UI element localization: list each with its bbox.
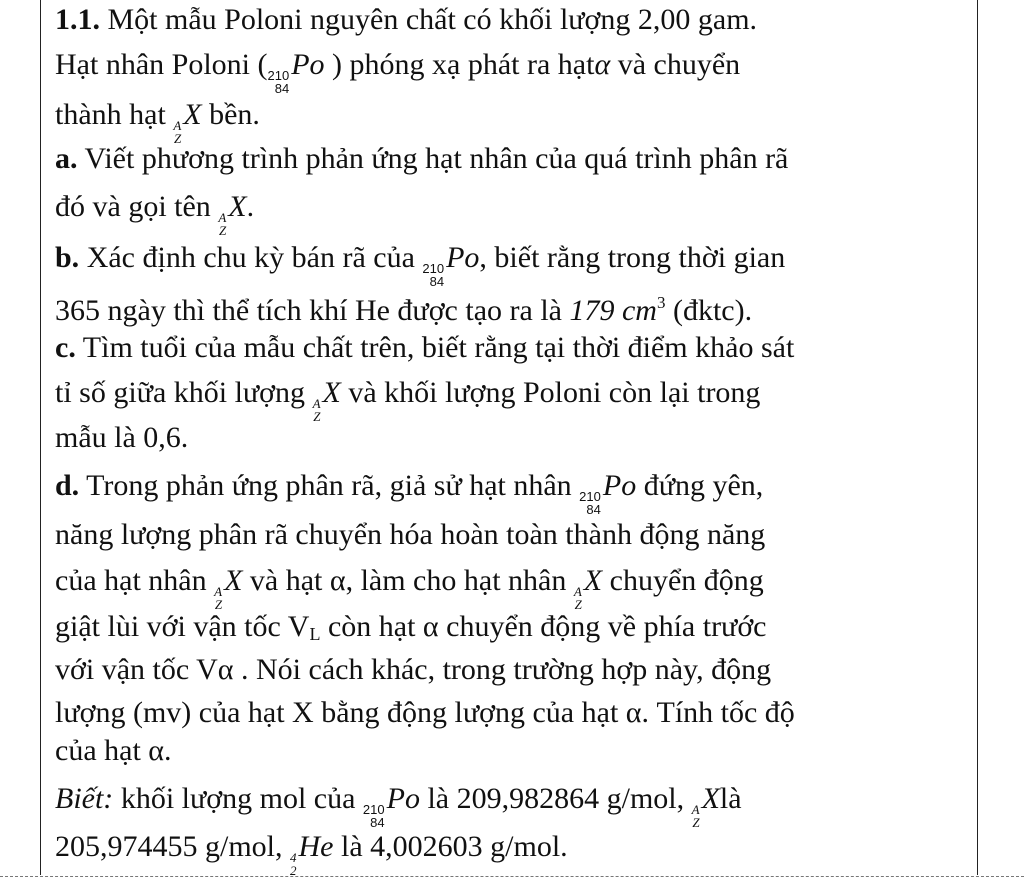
- part-c-line-3: [55, 421, 188, 455]
- part-d-text-2: năng lượng phân rã chuyển hóa hoàn toàn thành động năng: [55, 518, 766, 551]
- po-nuclide: [422, 241, 479, 288]
- x-symbol: X: [583, 564, 603, 597]
- x-nuclide: [574, 564, 602, 611]
- po-symbol: Po: [386, 782, 420, 815]
- given-text-1b: là 209,982864 g/mol,: [427, 782, 685, 815]
- po-atomic-number: 84: [586, 502, 601, 517]
- part-b-text-1a: Xác định chu kỳ bán rã của: [86, 241, 415, 274]
- he-nuclide: [290, 830, 333, 877]
- x-nuclide: [173, 98, 201, 145]
- po-atomic-number: 84: [429, 274, 445, 289]
- po-nuclide: [579, 469, 636, 516]
- part-d-line-6: [55, 696, 795, 730]
- part-d-text-1a: Trong phản ứng phân rã, giả sử hạt nhân: [86, 469, 572, 502]
- part-c-line-2: [55, 376, 760, 423]
- po-mass-number: 210: [579, 489, 601, 504]
- velocity-subscript: L: [309, 624, 321, 644]
- part-d-text-3b: và hạt α, làm cho hạt nhân: [249, 564, 567, 597]
- part-d-line-5: [55, 653, 771, 687]
- part-d-text-5: với vận tốc Vα . Nói cách khác, trong trường hợp này, động: [55, 653, 772, 686]
- x-mass-number: A: [173, 118, 182, 133]
- given-line-2: [55, 830, 568, 877]
- part-c-text-1: Tìm tuổi của mẫu chất trên, biết rằng tại thời điểm khảo sát: [82, 331, 795, 364]
- x-nuclide: [692, 782, 720, 829]
- x-mass-number: A: [218, 210, 227, 225]
- x-nuclide: [313, 376, 341, 423]
- part-d-text-4a: giật lùi với vận tốc V: [55, 610, 310, 643]
- part-d-line-1: [55, 469, 763, 516]
- part-d-text-3c: chuyển động: [609, 564, 764, 597]
- part-d-text-7: của hạt α.: [55, 734, 172, 767]
- he-atomic-number: 2: [290, 863, 297, 878]
- x-atomic-number: Z: [574, 597, 582, 612]
- x-atomic-number: Z: [313, 409, 321, 424]
- part-b-text-1b: , biết rằng trong thời gian: [479, 241, 786, 274]
- given-text-1a: khối lượng mol của: [120, 782, 356, 815]
- x-mass-number: A: [691, 802, 700, 817]
- po-atomic-number: 84: [274, 81, 290, 96]
- po-symbol: Po: [291, 48, 325, 81]
- x-nuclide: [214, 564, 242, 611]
- part-a-text-2: đó và gọi tên: [55, 190, 211, 223]
- part-c-text-2a: tỉ số giữa khối lượng: [55, 376, 306, 409]
- problem-line-3: [55, 98, 260, 145]
- part-a-period: .: [246, 190, 255, 223]
- intro-text-3a: thành hạt: [55, 98, 166, 131]
- x-mass-number: A: [573, 584, 582, 599]
- po-mass-number: 210: [422, 261, 445, 276]
- po-nuclide: [363, 782, 420, 829]
- given-text-2b: là 4,002603 g/mol.: [341, 830, 568, 863]
- part-b-line-1: [55, 241, 785, 288]
- x-symbol: X: [228, 190, 247, 223]
- x-mass-number: A: [214, 584, 223, 599]
- x-mass-number: A: [312, 396, 321, 411]
- x-symbol: X: [183, 98, 202, 131]
- given-text-1c: là: [719, 782, 742, 815]
- po-mass-number: 210: [267, 68, 290, 83]
- problem-line-1: [55, 3, 757, 37]
- part-d-line-3: [55, 564, 764, 611]
- given-line-1: [55, 782, 742, 829]
- given-text-2a: 205,974455 g/mol,: [55, 830, 283, 863]
- po-nuclide: [267, 48, 324, 95]
- part-c-text-3: mẫu là 0,6.: [55, 421, 189, 454]
- he-volume-value: 179: [569, 294, 615, 327]
- part-d-label: d.: [55, 469, 80, 502]
- part-c-line-1: [55, 331, 794, 365]
- po-symbol: Po: [446, 241, 480, 274]
- part-b-text-2b: (đktc).: [672, 294, 753, 327]
- part-d-line-4: [55, 610, 767, 651]
- part-b-line-2: [55, 286, 752, 328]
- part-d-text-6: lượng (mv) của hạt X bằng động lượng của hạt α. Tính tốc độ: [55, 696, 795, 729]
- given-label: Biết:: [55, 782, 114, 815]
- volume-unit-exponent: 3: [656, 293, 666, 312]
- x-symbol: X: [701, 782, 720, 815]
- volume-unit: cm: [621, 294, 657, 327]
- x-atomic-number: Z: [214, 597, 223, 612]
- po-mass-number: 210: [362, 802, 385, 817]
- part-b-label: b.: [55, 241, 80, 274]
- he-mass-number: 4: [290, 850, 297, 865]
- problem-line-2: [55, 48, 740, 95]
- part-c-label: c.: [55, 331, 76, 364]
- part-a-line-1: [55, 142, 788, 176]
- part-d-line-2: [55, 518, 765, 552]
- x-atomic-number: Z: [219, 223, 227, 238]
- part-d-text-1b: đứng yên,: [643, 469, 764, 502]
- part-c-text-2b: và khối lượng Poloni còn lại trong: [348, 376, 761, 409]
- part-d-text-3a: của hạt nhân: [55, 564, 207, 597]
- part-b-text-2a: 365 ngày thì thể tích khí He được tạo ra là: [55, 294, 562, 327]
- intro-text-3b: bền.: [209, 98, 260, 131]
- part-d-line-7: [55, 734, 172, 768]
- problem-number: 1.1.: [55, 3, 100, 36]
- x-atomic-number: Z: [692, 815, 700, 830]
- part-a-line-2: [55, 190, 254, 237]
- he-symbol: He: [298, 830, 334, 863]
- alpha-symbol: α: [594, 48, 611, 81]
- intro-text-1: Một mẫu Poloni nguyên chất có khối lượng 2,00 gam.: [107, 3, 758, 36]
- part-d-text-4b: còn hạt α chuyển động về phía trước: [327, 610, 767, 643]
- x-atomic-number: Z: [174, 131, 182, 146]
- intro-text-2c: và chuyển: [617, 48, 741, 81]
- part-a-label: a.: [55, 142, 78, 175]
- x-symbol: X: [224, 564, 243, 597]
- intro-text-2a: Hạt nhân Poloni (: [55, 48, 268, 81]
- part-a-text-1: Viết phương trình phản ứng hạt nhân của quá trình phân rã: [84, 142, 789, 175]
- x-symbol: X: [322, 376, 341, 409]
- x-nuclide: [218, 190, 246, 237]
- po-atomic-number: 84: [370, 815, 385, 830]
- po-symbol: Po: [602, 469, 637, 502]
- intro-text-2b: ) phóng xạ phát ra hạt: [332, 48, 595, 81]
